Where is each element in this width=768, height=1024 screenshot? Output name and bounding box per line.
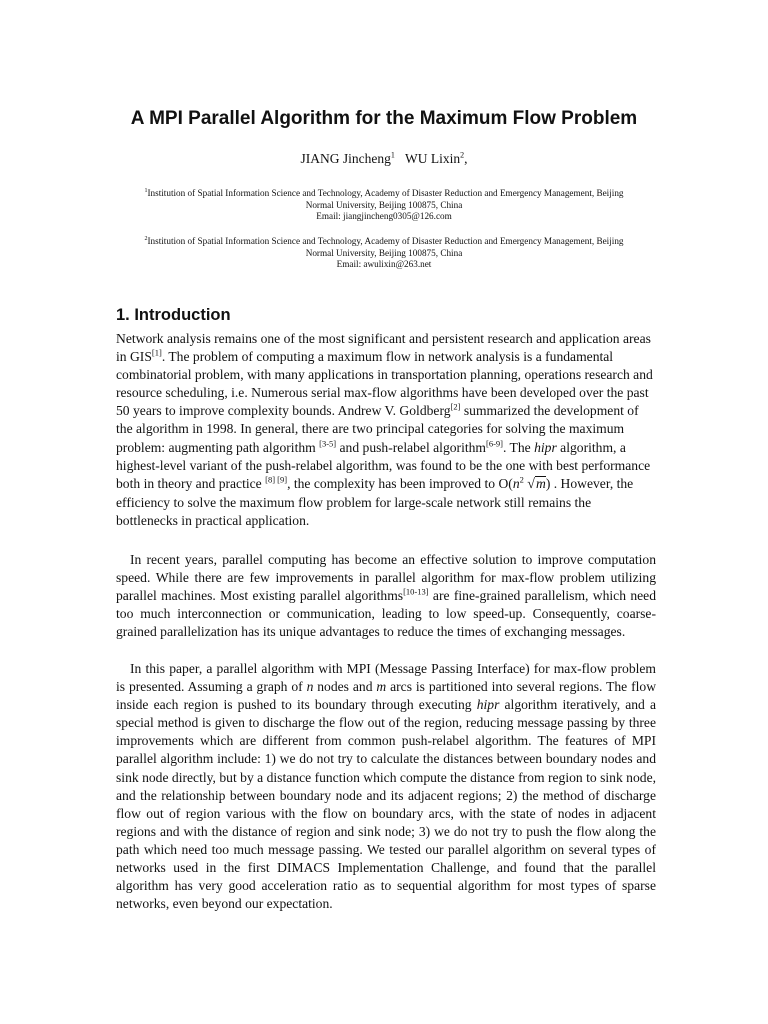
- author-name: JIANG Jincheng: [300, 151, 391, 166]
- text: In recent years, parallel computing has become an effective solution to improve computation speed. While there are few improvements in parallel algorithm for max-flow problem utilizing parallel machines. Most existing parallel algorithms: [116, 552, 656, 604]
- author-line: JIANG Jincheng$^1$ WU Lixin$^2$,: [300, 150, 468, 166]
- affil-email: Email: jiangjincheng0305@126.com: [316, 211, 452, 221]
- affil-line: Normal University, Beijing 100875, China: [305, 247, 463, 258]
- algorithm-name: hipr: [534, 439, 557, 455]
- text: . The problem of computing a maximum flow in network analysis is a fundamental combinatorial problem, with many applications in transportation planning, operations research and resource scheduling, i.e. Numerous serial max-flow algorithms have been developed over the past 50 years to improve complexity bounds. Andrew V. Goldberg: [116, 349, 653, 419]
- citation: [10-13]: [403, 586, 429, 597]
- citation: [1]: [151, 347, 162, 358]
- author-affil-mark: 1: [390, 150, 395, 160]
- text: algorithm, a highest-level variant of the push-relabel algorithm, was found to be the one with best performance both in theory and practice: [116, 439, 651, 491]
- math-text: O(: [498, 475, 513, 491]
- text: . However, the efficiency to solve the maximum flow problem for large-scale network still remains the bottlenecks in practical application.: [116, 475, 634, 528]
- math-var: m: [535, 475, 546, 491]
- text: summarized the development of the algorithm in 1998. In general, there are two principal categories for solving the maximum problem: augmenting path algorithm: [116, 403, 639, 455]
- text: and push-relabel algorithm: [336, 439, 486, 455]
- affil-mark: 1: [144, 187, 148, 194]
- paper-title: A MPI Parallel Algorithm for the Maximum Flow Problem: [130, 108, 638, 129]
- section-heading: 1. Introduction: [116, 306, 231, 324]
- text: . The: [503, 439, 535, 455]
- math-var: m: [376, 679, 387, 695]
- algorithm-name: hipr: [476, 697, 500, 713]
- citation: [8] [9]: [265, 474, 288, 485]
- text: In this paper, a parallel algorithm with MPI (Message Passing Interface) for max-flow problem is presented. Assuming a graph of: [116, 661, 656, 695]
- affil-line: Normal University, Beijing 100875, China: [305, 199, 463, 210]
- affiliation-1: [110, 188, 658, 223]
- sqrt-icon: √: [527, 476, 535, 492]
- math-var: n: [306, 679, 314, 695]
- text: Network analysis remains one of the most significant and persistent research and application areas in GIS: [116, 331, 651, 365]
- affiliation-2: [110, 236, 658, 271]
- paragraph-3: [116, 660, 656, 913]
- citation: [3-5]: [319, 438, 337, 449]
- text: nodes and: [313, 679, 377, 695]
- sqrt-operand: [535, 476, 546, 490]
- text: are fine-grained parallelism, which need too much interconnection or communication, leading to low speed-up. Consequently, coarse-grained parallelization has its unique advantages to reduce the times of exchanging messages.: [116, 588, 656, 640]
- citation: [2]: [450, 401, 461, 412]
- paragraph-2: [116, 551, 656, 641]
- affil-line: Institution of Spatial Information Science and Technology, Academy of Disaster Reduction and Emergency Management, Beijing: [147, 236, 624, 246]
- math-var: n: [512, 475, 520, 491]
- author-name: WU Lixin: [405, 151, 461, 166]
- math-exponent: 2: [519, 474, 524, 485]
- text: , the complexity has been improved to: [287, 475, 499, 491]
- citation: [6-9]: [486, 438, 503, 449]
- author-affil-mark: 2: [460, 150, 465, 160]
- text: algorithm iteratively, and a special method is given to discharge the flow out of the region, reducing message passing by three improvements which are different from common push-relabel algorithm. The features of MPI parallel algorithm include: 1) we do not try to calculate the distances between boundary nodes and sink node directly, but by a distance function which compute the distance from region to sink node, and the relationship between boundary node and its adjacent regions; 2) the method of discharge flow out of region various with the flow on boundary arcs, with the state of nodes in adjacent regions and with the distance of region and sink node; 3) we do not try to push the flow along the path which need too much message passing. We tested our parallel algorithm on several types of networks used in the first DIMACS Implementation Challenge, and found that the parallel algorithm has very good acceleration ratio as to sequential algorithm for most types of sparse networks, even beyond our expectation.: [116, 697, 656, 912]
- text: arcs is partitioned into several regions. The flow inside each region is pushed to its boundary through executing: [116, 679, 657, 713]
- affil-line: Institution of Spatial Information Science and Technology, Academy of Disaster Reduction and Emergency Management, Beijing: [147, 188, 624, 198]
- complexity-formula: [498, 476, 550, 491]
- paragraph-1: [116, 330, 656, 530]
- affil-email: Email: awulixin@263.net: [336, 259, 432, 269]
- affil-mark: 2: [144, 235, 148, 242]
- math-text: ): [545, 475, 551, 491]
